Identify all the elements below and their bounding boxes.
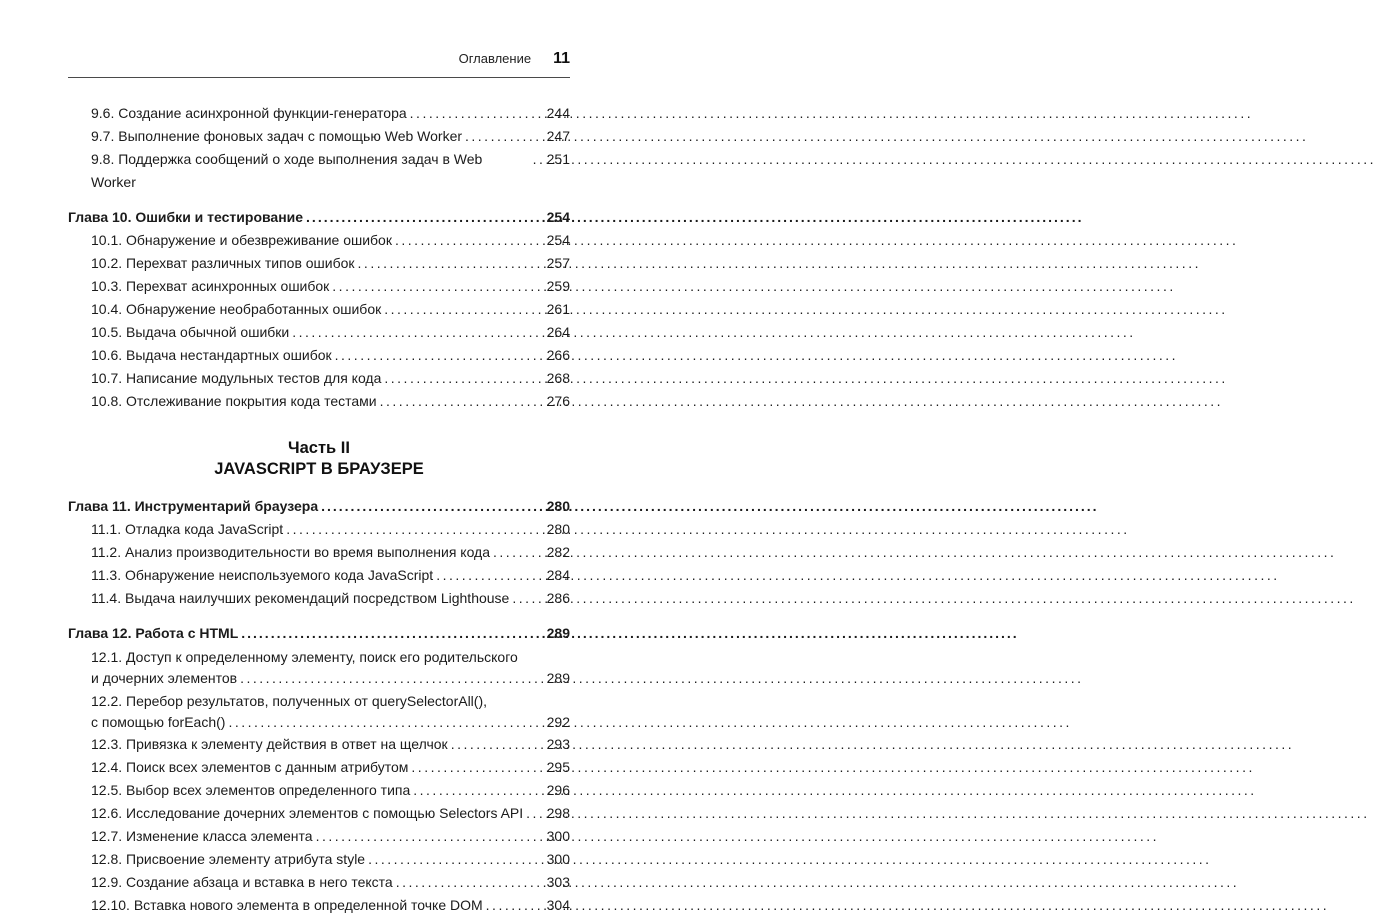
toc-entry-label: Глава 12. Работа с HTML	[68, 625, 239, 641]
toc-entry	[68, 367, 570, 390]
toc-entry	[68, 125, 570, 148]
toc-entry	[68, 344, 570, 367]
toc-entry-label: 12.10. Вставка нового элемента в определенной точке DOM	[91, 897, 483, 913]
toc-entry	[68, 689, 570, 733]
page-header	[68, 50, 570, 78]
leader-dots	[436, 564, 544, 587]
leader-dots	[411, 756, 544, 779]
toc-entry-page: 293	[546, 736, 570, 752]
toc-entry	[68, 871, 570, 894]
toc-entry	[68, 894, 570, 917]
toc-entry-label: Глава 11. Инструментарий браузера	[68, 498, 319, 514]
toc-entry-label: 10.2. Перехват различных типов ошибок	[91, 255, 355, 271]
toc-entry-label: 12.1. Доступ к определенному элементу, поиск его родительского	[91, 649, 518, 665]
leader-dots	[316, 825, 545, 848]
toc-entry-page: 295	[546, 759, 570, 775]
toc-entry-page: 244	[546, 105, 570, 121]
header-title: Оглавление	[458, 51, 532, 66]
toc-entry-page: 296	[546, 782, 570, 798]
leader-dots	[533, 148, 545, 171]
toc-entry	[68, 564, 570, 587]
toc-entry-label: 12.2. Перебор результатов, полученных от querySelectorAll(),	[91, 693, 488, 709]
toc-entry-page: 276	[546, 393, 570, 409]
book-page	[0, 0, 637, 913]
leader-dots	[526, 802, 544, 825]
toc-entry-page: 251	[546, 151, 570, 167]
toc-entry-page: 280	[546, 498, 570, 514]
leader-dots	[321, 495, 545, 518]
toc-entry-row	[91, 668, 570, 689]
toc-entry-page: 289	[546, 670, 570, 686]
leader-dots	[384, 298, 544, 321]
leader-dots	[384, 367, 544, 390]
toc-entry	[68, 229, 570, 252]
leader-dots	[410, 102, 545, 125]
toc-entry-page: 268	[546, 370, 570, 386]
toc-entry-page: 254	[546, 209, 570, 225]
leader-dots	[332, 275, 544, 298]
toc-entry-label: и дочерних элементов	[91, 670, 238, 686]
toc-entry	[68, 252, 570, 275]
leader-dots	[413, 779, 544, 802]
toc-chapter-entry	[68, 622, 570, 645]
toc-entry-label: 9.7. Выполнение фоновых задач с помощью Web Worker	[91, 128, 463, 144]
toc-entry-page: 254	[546, 232, 570, 248]
toc-entry-label: 12.7. Изменение класса элемента	[91, 828, 313, 844]
leader-dots	[368, 848, 545, 871]
toc-entry-label: 9.6. Создание асинхронной функции-генератора	[91, 105, 407, 121]
leader-dots	[486, 894, 545, 917]
toc-entry-row	[91, 298, 570, 321]
toc-entry-row	[91, 125, 570, 148]
toc-entry-row	[91, 229, 570, 252]
leader-dots	[306, 206, 545, 229]
toc-entry-label: 12.5. Выбор всех элементов определенного типа	[91, 782, 411, 798]
toc-entry-page: 280	[546, 521, 570, 537]
toc-entry-label: 12.6. Исследование дочерних элементов с помощью Selectors API	[91, 805, 524, 821]
toc-entry-page: 303	[546, 874, 570, 890]
toc-entry	[68, 148, 570, 194]
leader-dots	[228, 712, 544, 733]
toc-entry-row	[91, 564, 570, 587]
toc-entry-page: 259	[546, 278, 570, 294]
toc-list	[68, 102, 570, 917]
leader-dots	[292, 321, 544, 344]
toc-entry-page: 286	[546, 590, 570, 606]
toc-entry-page: 289	[546, 625, 570, 641]
toc-entry-label: 12.3. Привязка к элементу действия в ответ на щелчок	[91, 736, 448, 752]
toc-entry-row	[91, 367, 570, 390]
toc-entry-label: 12.8. Присвоение элементу атрибута style	[91, 851, 366, 867]
leader-dots	[465, 125, 545, 148]
toc-entry	[68, 275, 570, 298]
toc-entry-label: 10.6. Выдача нестандартных ошибок	[91, 347, 332, 363]
toc-entry-label: 10.7. Написание модульных тестов для кода	[91, 370, 382, 386]
toc-entry	[68, 541, 570, 564]
toc-entry	[68, 102, 570, 125]
toc-entry-label: 10.5. Выдача обычной ошибки	[91, 324, 290, 340]
toc-entry-page: 304	[546, 897, 570, 913]
toc-entry-label: 10.8. Отслеживание покрытия кода тестами	[91, 393, 377, 409]
toc-entry-row	[91, 756, 570, 779]
toc-entry-label: 9.8. Поддержка сообщений о ходе выполнения задач в Web Worker	[91, 151, 483, 190]
toc-entry-label: 11.4. Выдача наилучших рекомендаций посредством Lighthouse	[91, 590, 510, 606]
toc-entry-row	[91, 779, 570, 802]
toc-entry-row	[68, 206, 570, 229]
leader-dots	[240, 668, 545, 689]
leader-dots	[395, 229, 545, 252]
toc-entry-label: 10.1. Обнаружение и обезвреживание ошибок	[91, 232, 392, 248]
toc-entry	[68, 518, 570, 541]
toc-entry-row	[91, 252, 570, 275]
part-heading-line: JAVASCRIPT В БРАУЗЕРЕ	[214, 460, 424, 478]
part-heading	[68, 438, 570, 480]
toc-entry-page: 264	[546, 324, 570, 340]
toc-entry-label: Глава 10. Ошибки и тестирование	[68, 209, 304, 225]
toc-entry	[68, 848, 570, 871]
leader-dots	[380, 390, 545, 413]
toc-entry-row	[91, 848, 570, 871]
toc-entry-page: 292	[546, 714, 570, 730]
toc-entry-row	[91, 825, 570, 848]
leader-dots	[512, 587, 544, 610]
toc-entry	[68, 321, 570, 344]
toc-entry	[68, 756, 570, 779]
toc-entry-row	[91, 712, 570, 733]
toc-entry-page: 300	[546, 851, 570, 867]
toc-entry	[68, 645, 570, 689]
toc-entry-row	[91, 871, 570, 894]
header-page-number: 11	[553, 50, 570, 67]
leader-dots	[358, 252, 545, 275]
toc-entry	[68, 298, 570, 321]
toc-entry-row	[91, 102, 570, 125]
toc-entry-page: 247	[546, 128, 570, 144]
leader-dots	[286, 518, 544, 541]
leader-dots	[335, 344, 545, 367]
toc-entry-page: 266	[546, 347, 570, 363]
toc-entry-label: 11.3. Обнаружение неиспользуемого кода JavaScript	[91, 567, 434, 583]
toc-entry-page: 257	[546, 255, 570, 271]
toc-entry	[68, 825, 570, 848]
toc-entry-label: 11.1. Отладка кода JavaScript	[91, 521, 284, 537]
toc-entry-label: с помощью forEach()	[91, 714, 226, 730]
toc-entry-label: 12.4. Поиск всех элементов с данным атрибутом	[91, 759, 409, 775]
toc-entry-row	[68, 622, 570, 645]
toc-entry-row	[91, 802, 570, 825]
toc-entry-row	[91, 148, 570, 194]
part-heading-line: Часть II	[288, 439, 350, 457]
toc-entry	[68, 779, 570, 802]
leader-dots	[493, 541, 545, 564]
leader-dots	[396, 871, 545, 894]
toc-entry-row	[91, 275, 570, 298]
toc-entry	[68, 390, 570, 413]
toc-entry	[68, 802, 570, 825]
toc-entry-row	[91, 894, 570, 917]
toc-chapter-entry	[68, 495, 570, 518]
leader-dots	[451, 733, 545, 756]
toc-entry-row	[91, 733, 570, 756]
toc-entry-page: 300	[546, 828, 570, 844]
toc-entry	[68, 733, 570, 756]
toc-entry-row	[91, 541, 570, 564]
toc-entry-label: 12.9. Создание абзаца и вставка в него текста	[91, 874, 393, 890]
toc-entry-page: 298	[546, 805, 570, 821]
toc-entry-row	[91, 321, 570, 344]
toc-entry-row	[91, 390, 570, 413]
toc-entry	[68, 587, 570, 610]
toc-entry-label: 10.4. Обнаружение необработанных ошибок	[91, 301, 382, 317]
toc-entry-row	[68, 495, 570, 518]
toc-entry-label: 11.2. Анализ производительности во время выполнения кода	[91, 544, 491, 560]
toc-entry-row	[91, 587, 570, 610]
toc-chapter-entry	[68, 206, 570, 229]
toc-entry-row	[91, 344, 570, 367]
toc-entry-page: 261	[546, 301, 570, 317]
toc-entry-page: 284	[546, 567, 570, 583]
toc-entry-row	[91, 518, 570, 541]
toc-entry-label: 10.3. Перехват асинхронных ошибок	[91, 278, 330, 294]
leader-dots	[241, 622, 544, 645]
toc-entry-page: 282	[546, 544, 570, 560]
